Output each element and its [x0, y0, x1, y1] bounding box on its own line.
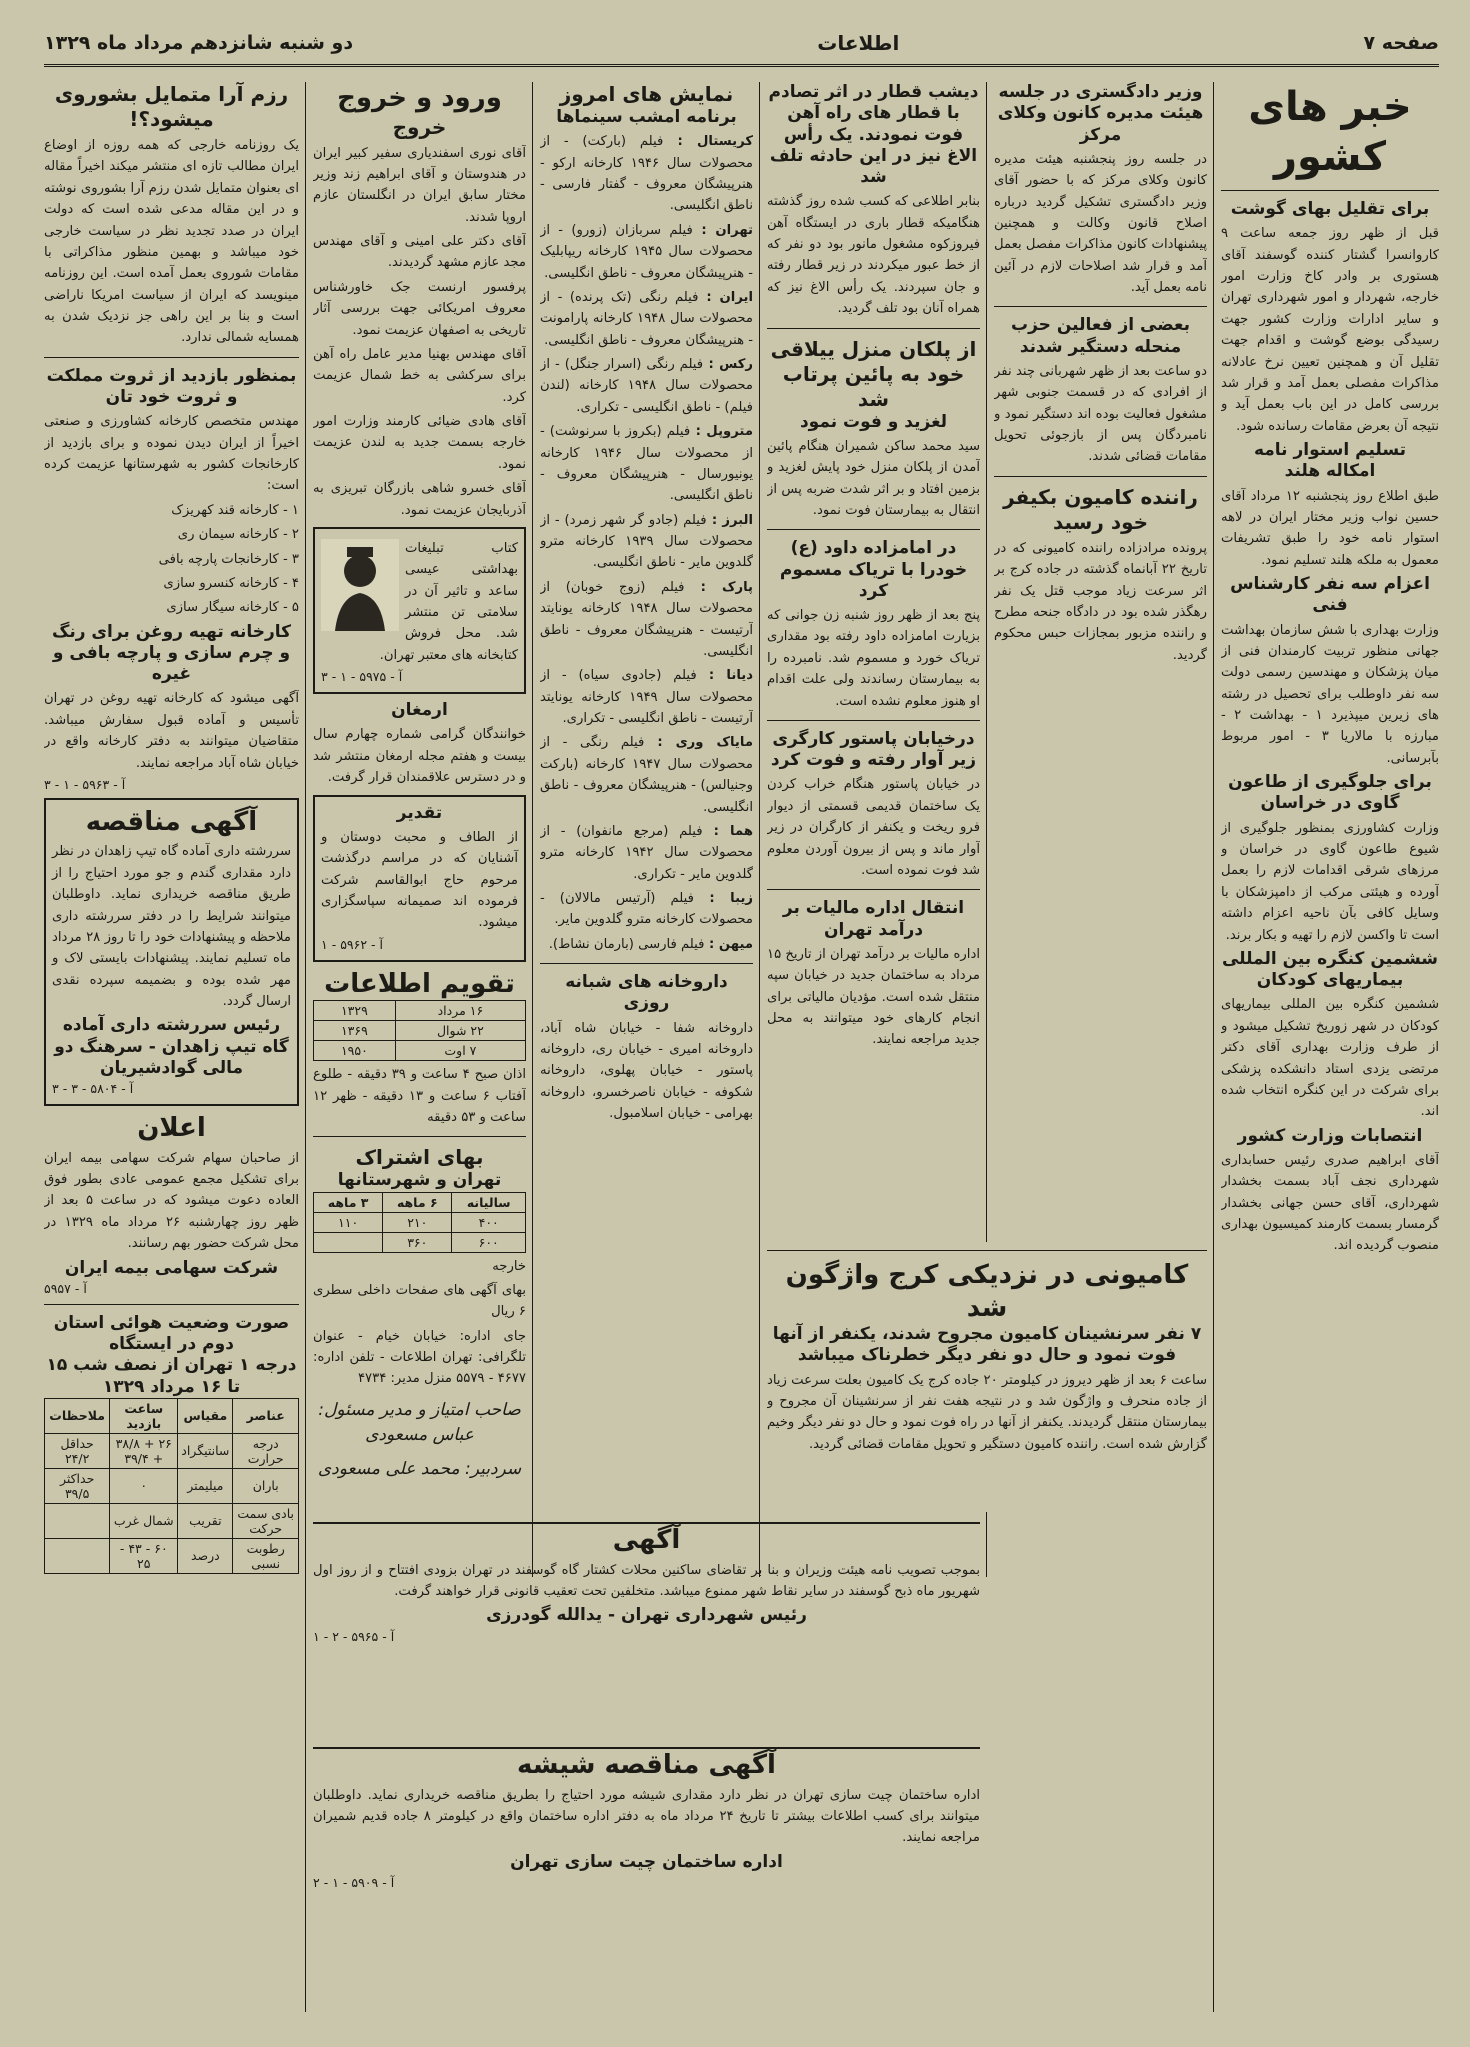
- weather-cell: بادی سمت حرکت: [233, 1503, 299, 1538]
- calendar-table: [313, 1000, 526, 1061]
- cinema-name: متروپل :: [690, 424, 753, 440]
- article-body: ساعت ۶ بعد از ظهر دیروز در کیلومتر ۲۰ جاده کرج یک کامیون بعلت سرعت زیاد از جاده منحرف و واژگون شد و در نتیجه هفت نفر از سرنشینان آن مجروح و بیمارستان منتقل گردیدند. یکنفر از آنها در راه فوت نمود و حال دو نفر دیگر وخیم گزارش شده است. راننده کامیون دستگیر و تحویل مقامات قضائی گردید.: [767, 1372, 1207, 1452]
- pharmacy-title: داروخانه های شبانه روزی: [565, 972, 728, 1014]
- cinema-desc: فیلم فارسی (بارمان نشاط).: [548, 936, 705, 952]
- cinema-desc: فیلم (زوج خوبان) از محصولات سال ۱۹۴۸ کارخانه یونایتد آرتیست - هنرپیشگان معروف - ناطق انگلیسی.: [540, 579, 753, 659]
- subscription-header: ۶ ماهه: [383, 1192, 452, 1212]
- weather-header: عناصر: [233, 1398, 299, 1433]
- cinema-item: [540, 665, 753, 729]
- list-item: ۵ - کارخانه سیگار سازی: [166, 600, 299, 616]
- subscription-cell: ۱۱۰: [314, 1212, 383, 1232]
- calendar-row: [314, 1041, 526, 1061]
- notice-title: آگهی: [612, 1525, 681, 1555]
- cinema-desc: فیلم (مرجع مانفوان) - از محصولات سال ۱۹۴۲ کارخانه مترو گلدوین مایر - تکراری.: [540, 823, 753, 882]
- article-body: ششمین کنگره بین المللی بیماریهای کودکان در شهر زوریخ تشکیل میشود و از طرف وزارت بهداری آقای دکتر مرتضی یزدی استاد دانشکده پزشکی برای شرکت در این کنگره انتخاب شده اند.: [1221, 997, 1439, 1120]
- article-body: وزارت بهداری با شش سازمان بهداشت جهانی منظور تربیت کارمندان فنی از میان پزشکان و مهندسین رسمی دولت سه نفر داوطلب برای تحصیل در رشته های زیرین میپذیرد ۱ - بهداشت ۲ - مبارزه با مالاریا ۳ - امور مربوط بآبرسانی.: [1221, 622, 1439, 766]
- cinema-item: [540, 934, 753, 955]
- cinema-item: [540, 821, 753, 885]
- article-title: از پلکان منزل ییلاقی خود به پائین پرتاب شد: [770, 336, 977, 411]
- tender-body: اداره ساختمان چیت سازی تهران در نظر دارد مقداری شیشه مورد احتیاج را بطریق مناقصه خریداری نماید. داوطلبان میتوانند برای کسب اطلاعات بیشتر تا تاریخ ۲۴ مرداد ماه به دفتر اداره ساختمان واقع در کیلومتر ۸ جاده قدیم شمیران مراجعه نمایند.: [313, 1787, 980, 1846]
- cinema-desc: فیلم سربازان (زورو) - از محصولات سال ۱۹۴۵ کارخانه ریپابلیک - هنرپیشگان معروف - ناطق انگلیسی.: [540, 222, 753, 281]
- cinema-desc: فیلم (جادوی سیاه) - از محصولات سال ۱۹۴۹ کارخانه یونایتد آرتیست - ناطق انگلیسی - تکراری.: [540, 668, 753, 726]
- news-item: آقای هادی ضیائی کارمند وزارت امور خارجه بسمت جدید به لندن عزیمت نمود.: [313, 414, 526, 472]
- news-item: آقای نوری اسفندیاری سفیر کبیر ایران در هندوستان و آقای ابراهیم زند وزیر مختار سابق ایران در انگلستان عازم اروپا شدند.: [313, 145, 526, 225]
- subscription-cell: ۲۱۰: [383, 1212, 452, 1232]
- pharmacy-body: داروخانه شفا - خیابان شاه آباد، داروخانه امیری - خیابان ری، داروخانه پاستور - خیابان پهلوی، داروخانه شکوفه - خیابان ناصرخسرو، داروخانه بهرامی - خیابان اسلامبول.: [540, 1020, 753, 1122]
- weather-row: [45, 1503, 299, 1538]
- paper-name: اطلاعات: [817, 31, 900, 55]
- article-body: اداره مالیات بر درآمد تهران از تاریخ ۱۵ مرداد به ساختمان جدید در خیابان سپه منتقل شده است. مؤدیان مالیاتی برای انجام کارهای خود میتوانند به محل جدید مراجعه نمایند.: [767, 946, 980, 1048]
- cinema-item: [540, 287, 753, 351]
- tender-signature: رئیس سررشته داری آماده گاه تیپ زاهدان - سرهنگ دو مالی گوادشیریان: [54, 1015, 289, 1078]
- cinema-item: [540, 354, 753, 418]
- column-rule: [305, 82, 306, 2012]
- weather-subtitle: درجه ۱ تهران از نصف شب ۱۵ تا ۱۶ مرداد ۱۳۲۹: [46, 1355, 297, 1397]
- tender-ref: آ - ۵۸۰۴ - ۳ - ۳: [52, 1081, 134, 1097]
- article-title: رزم آرا متمایل بشوروی میشود؟!: [54, 82, 289, 131]
- list-item: ۳ - کارخانجات پارچه بافی: [158, 551, 299, 567]
- calendar-value: ۱۹۵۰: [314, 1041, 396, 1061]
- column-domestic-news: [1221, 82, 1439, 2012]
- section-subtitle: خروج: [392, 114, 447, 139]
- article-title: انتصابات وزارت کشور: [1237, 1125, 1423, 1146]
- calendar-value: ۱۳۶۹: [314, 1021, 396, 1041]
- calendar-note: اذان صبح ۴ ساعت و ۳۹ دقیقه - طلوع آفتاب ۶ ساعت و ۱۳ دقیقه - ظهر ۱۲ ساعت و ۵۳ دقیقه: [313, 1067, 526, 1125]
- column-cinema: [540, 82, 753, 1577]
- announcement-ref: آ - ۵۹۵۷: [44, 1280, 87, 1296]
- page-header: [44, 22, 1439, 67]
- cinema-desc: فیلم رنگی (تک پرنده) - از محصولات سال ۱۹۴۸ کارخانه پارامونت - هنرپیشگان معروف - ناطق انگلیسی.: [540, 289, 753, 348]
- column-arrivals: [313, 82, 526, 1577]
- article-title: اعزام سه نفر کارشناس فنی: [1230, 574, 1430, 616]
- subscription-cell: ۴۰۰: [452, 1212, 526, 1232]
- weather-cell: درصد: [178, 1538, 233, 1573]
- cinema-item: [540, 510, 753, 574]
- list-item: ۱ - کارخانه قند کهریزک: [171, 502, 299, 518]
- subscription-subtitle: تهران و شهرستانها: [337, 1170, 502, 1191]
- subscription-cell: ۳۶۰: [383, 1232, 452, 1252]
- subscription-header: ۳ ماهه: [314, 1192, 383, 1212]
- accident-story: [767, 1242, 1207, 1512]
- tender-title: آگهی مناقصه شیشه: [517, 1750, 776, 1780]
- cinema-item: [540, 421, 753, 507]
- section-title: ورود و خروج: [337, 83, 502, 113]
- weather-cell: سانتیگراد: [178, 1433, 233, 1468]
- list-item: ۴ - کارخانه کنسرو سازی: [163, 575, 299, 591]
- newspaper-page: [44, 22, 1439, 2027]
- weather-row: [45, 1538, 299, 1573]
- article-title: برای تقلیل بهای گوشت: [1230, 199, 1430, 219]
- article-title: ارمغان: [391, 700, 448, 721]
- article-body: طبق اطلاع روز پنجشنبه ۱۲ مرداد آقای حسین نواب وزیر مختار ایران در لاهه استوار نامه خود را طبق تشریفات معمول به ملکه هلند تسلیم نمود.: [1221, 488, 1439, 568]
- cinema-name: کریستال :: [663, 134, 753, 150]
- article-title: دیشب قطار در اثر تصادم با قطار های راه آهن فوت نمودند. یک رأس الاغ نیز در این حادثه تلف شد: [768, 82, 979, 187]
- column-rule: [532, 82, 533, 1577]
- article-body: یک روزنامه خارجی که همه روزه از اوضاع ایران مطالب تازه ای منتشر میکند اخیراً مقاله ای بعنوان متمایل شدن رزم آرا بشوروی نوشته و در این مقاله مدعی شده است که دولت ایران در صدد تجدید نظر در سیاست خارجی خود میباشد و بهمین منظور مذاکراتی با مقامات شوروی بعمل آمده است. این روزنامه مینویسد که ایران از سیاست امریکا ناراضی است و بنا بر این راهی جز نزدیک شدن به همسایه شمالی ندارد.: [44, 138, 299, 346]
- cinema-desc: فیلم (جادو گر شهر زمرد) - از محصولات سال ۱۹۳۹ کارخانه مترو گلدوین مایر - ناطق انگلیسی.: [540, 512, 753, 571]
- column-rule: [1213, 82, 1214, 2012]
- editor-signature: سردبیر: محمد علی مسعودی: [317, 1458, 522, 1479]
- owner-signature: صاحب امتیاز و مدیر مسئول: عباس مسعودی: [318, 1399, 521, 1446]
- cinema-name: میهن :: [704, 936, 753, 952]
- ad-title: کارخانه تهیه روغن برای رنگ و چرم سازی و پارچه بافی و غیره: [51, 621, 292, 685]
- calendar-value: ۱۳۲۹: [314, 1001, 396, 1021]
- article-title: کامیونی در نزدیکی کرج واژگون شد: [785, 1260, 1189, 1323]
- tender-notice: [44, 798, 299, 1106]
- calendar-label: ۷ اوت: [395, 1041, 525, 1061]
- cinema-name: زیبا :: [693, 891, 753, 906]
- weather-header: ملاحظات: [45, 1398, 110, 1433]
- address: جای اداره: خیابان خیام - عنوان تلگرافی: تهران اطلاعات - تلفن اداره: ۴۶۷۷ - ۵۵۷۹ منزل مدیر: ۴۷۳۴: [313, 1328, 526, 1387]
- article-body: قبل از ظهر روز جمعه ساعت ۹ کاروانسرا گشتار کننده گوسفند آقای هستوری بر وادر کاخ وزارت امور خارجه، شهردار و امور شهرداری تهران و سایر ادارات وزارت کشور جهت رسیدگی بوضع گوشت و اقدام جهت تقلیل آن و همچنین تعیین نرخ عادلانه مذاکرات مفصلی بعمل آمد و قرار شد بررسی کامل در این باب بعمل آید و نتیجه آن بعرض مقامات رسانده شود.: [1221, 226, 1439, 434]
- article-title: تسلیم استوار نامه: [1253, 440, 1407, 460]
- article-body: دو ساعت بعد از ظهر شهربانی چند نفر از افرادی که در قسمت جنوبی شهر مشغول فعالیت بوده اند دستگیر نمود و نامبردگان پس از بازجوئی تحویل مقامات قضائی شدند.: [994, 363, 1207, 465]
- article-body: بنابر اطلاعی که کسب شده روز گذشته هنگامیکه قطار باری در ایستگاه آهن فیروزکوه مشغول مانور بود دو نفر که از خط عبور میکردند در زیر قطار رفته و جان سپردند. یک رأس الاغ نیز که همراه آنان بود تلف گردید.: [767, 194, 980, 317]
- weather-cell: تقریب: [178, 1503, 233, 1538]
- article-subtitle: امکاله هلند: [1284, 461, 1376, 482]
- cinema-name: رکس :: [703, 357, 753, 372]
- glass-tender-band: [313, 1747, 980, 2014]
- announcement-title: اعلان: [137, 1113, 206, 1144]
- cinema-name: البرز :: [706, 512, 753, 528]
- article-subtitle: لغزید و فوت نمود: [799, 411, 948, 432]
- announcement-body: از صاحبان سهام شرکت سهامی بیمه ایران برای تشکیل مجمع عمومی عادی بطور فوق العاده دعوت میشود که در ساعت ۵ بعد از ظهر روز چهارشنبه ۲۶ مرداد ماه ۱۳۲۹ در محل شرکت حضور بهم رسانند.: [44, 1150, 299, 1252]
- ad-body: آگهی میشود که کارخانه تهیه روغن در تهران تأسیس و آماده قبول سفارش میباشد. متقاضیان میتوانند به دفتر کارخانه واقع در خیابان شاه آباد مراجعه نمایند.: [44, 691, 299, 771]
- article-subtitle: ۷ نفر سرنشینان کامیون مجروح شدند، یکنفر از آنها فوت نمود و حال دو نفر دیگر خطرناک میباشد: [772, 1324, 1202, 1366]
- date-line: دو شنبه شانزدهم مرداد ماه ۱۳۲۹: [44, 32, 354, 54]
- article-title: بعضی از فعالین حزب منحله دستگیر شدند: [1011, 315, 1190, 357]
- calendar-title: تقویم اطلاعات: [324, 968, 515, 999]
- gratitude-notice: [313, 795, 526, 962]
- tender-signature: اداره ساختمان چیت سازی تهران: [510, 1851, 783, 1872]
- weather-title: صورت وضعیت هوائی استان دوم در ایستگاه: [53, 1312, 290, 1354]
- cinema-name: دیانا :: [696, 668, 753, 684]
- subscription-header: سالیانه: [452, 1192, 526, 1212]
- notice-ref: آ - ۵۹۶۲ - ۱: [321, 936, 383, 952]
- page-number: صفحه ۷: [1363, 32, 1439, 54]
- cinema-desc: فیلم رنگی (اسرار جنگل) - از محصولات سال ۱۹۴۸ کارخانه (لندن فیلم) - ناطق انگلیسی - تکراری.: [540, 357, 753, 415]
- weather-cell: درجه حرارت: [233, 1433, 299, 1468]
- notice-signature: رئیس شهرداری تهران - یدالله گودرزی: [486, 1605, 807, 1626]
- weather-row: [45, 1468, 299, 1503]
- weather-table: [44, 1398, 299, 1574]
- article-body: وزارت کشاورزی بمنظور جلوگیری از شیوع طاعون گاوی در خراسان و مرزهای شرقی اقدامات لازم را بعمل آورده و هیئتی مرکب از دامپزشکان با وسایل کافی بآن ناحیه اعزام داشته است تا واکسن لازم را تهیه و بکار برند.: [1221, 820, 1439, 943]
- cinema-name: هما :: [702, 823, 753, 839]
- table-row: [314, 1192, 526, 1212]
- calendar-row: [314, 1001, 526, 1021]
- subscription-note: بهای آگهی های صفحات داخلی سطری ۶ ریال: [313, 1282, 526, 1320]
- table-row: [45, 1398, 299, 1433]
- cinema-item: [540, 577, 753, 663]
- weather-cell: [45, 1538, 110, 1573]
- ad-ref: آ - ۵۹۷۵ - ۱ - ۳: [321, 669, 403, 685]
- article-title: راننده کامیون بکیفر خود رسید: [1003, 484, 1198, 534]
- cinema-name: تهران :: [692, 222, 753, 238]
- cinema-item: [540, 131, 753, 217]
- subscription-title: بهای اشتراک: [355, 1145, 484, 1170]
- announcement-signature: شرکت سهامی بیمه ایران: [64, 1257, 279, 1278]
- column-news-3: [767, 82, 980, 1232]
- portrait-illustration: [321, 539, 399, 631]
- subscription-foreign: خارجه: [492, 1258, 526, 1274]
- cinema-item: [540, 888, 753, 931]
- tender-ref: آ - ۵۹۰۹ - ۱ - ۲: [313, 1874, 395, 1890]
- article-title: درخیابان پاستور کارگری زیر آوار رفته و فوت کرد: [770, 728, 977, 771]
- article-title: ششمین کنگره بین المللی بیماریهای کودکان: [1221, 948, 1439, 991]
- subscription-cell: [314, 1232, 383, 1252]
- article-body: سید محمد ساکن شمیران هنگام پائین آمدن از پلکان منزل خود پایش لغزید و بزمین افتاد و بر اثر شدت ضربه پس از انتقال به بیمارستان فوت نمود.: [767, 438, 980, 518]
- article-body: پرونده مرادزاده راننده کامیونی که در تاریخ ۲۲ آبانماه گذشته در جاده کرج بر اثر سرعت زیاد موجب قتل یک نفر رهگذر شده بود در دادگاه جنحه مطرح و راننده مزبور بمجازات حبس محکوم گردید.: [994, 540, 1207, 663]
- cinema-item: [540, 732, 753, 818]
- article-body: پنج بعد از ظهر روز شنبه زن جوانی که بزیارت امامزاده داود رفته بود مقداری تریاک خورد و مسموم شد. نامبرده را به بیمارستان رساندند ولی علت اقدام او هنوز معلوم نشده است.: [767, 608, 980, 709]
- notice-ref: آ - ۵۹۶۵ - ۲ - ۱: [313, 1628, 395, 1644]
- cinema-name: پارک :: [684, 579, 753, 595]
- article-body: در خیابان پاستور هنگام خراب کردن یک ساختمان قدیمی قسمتی از دیوار فرو ریخت و یکنفر از کارگران در زیر آوار ماند و پس از بیرون آوردن معلوم شد فوت نموده است.: [767, 777, 980, 878]
- article-title: وزیر دادگستری در جلسه هیئت مدیره کانون وکلای مرکز: [997, 82, 1204, 145]
- cinema-desc: فیلم رنگی - از محصولات سال ۱۹۴۷ کارخانه (بارکت وجنیالس) - هنرپیشگان معروف - ناطق انگلیسی.: [540, 735, 753, 815]
- notice-body: از الطاف و محبت دوستان و آشنایان که در مراسم درگذشت مرحوم حاج ابوالقاسم شرکت فرموده اند صمیمانه سپاسگزاری میشود.: [321, 829, 518, 931]
- ad-ref: آ - ۵۹۶۳ - ۱ - ۳: [44, 776, 126, 792]
- news-item: پرفسور ارنست جک خاورشناس معروف امریکائی جهت بررسی آثار تاریخی به اصفهان عزیمت نمود.: [313, 279, 526, 338]
- subscription-table: [313, 1192, 526, 1253]
- cinema-name: ایران :: [698, 289, 753, 305]
- weather-row: [45, 1433, 299, 1468]
- weather-cell: ۰: [110, 1468, 178, 1503]
- cinema-desc: فیلم (بارکت) - از محصولات سال ۱۹۴۶ کارخانه ارکو - هنرپیشگان معروف - گفتار فارسی - ناطق انگلیسی.: [540, 134, 753, 214]
- ad-body: کتاب تبلیغات بهداشتی عیسی ساعد و تاثیر آن در سلامتی تن منتشر شد. محل فروش کتابخانه های معتبر تهران.: [379, 540, 518, 663]
- weather-cell: باران: [233, 1468, 299, 1503]
- table-row: [314, 1232, 526, 1252]
- column-rule: [759, 82, 760, 1577]
- weather-cell: [45, 1503, 110, 1538]
- section-title: خبر های کشور: [1248, 84, 1412, 180]
- article-body: خوانندگان گرامی شماره چهارم سال بیست و هفتم مجله ارمغان منتشر شد و در دسترس علاقمندان قرار گرفت.: [313, 727, 526, 786]
- notice-body: بموجب تصویب نامه هیئت وزیران و بنا بر تقاضای ساکنین محلات کشتار گاه گوسفند در تهران بزودی افتتاح و از روز اول شهریور ماه ذبح گوسفند در سایر نقاط شهر ممنوع میباشد. متخلفین تحت تعقیب قانونی قرار خواهند گرفت.: [313, 1562, 980, 1599]
- calendar-label: ۱۶ مرداد: [395, 1001, 525, 1021]
- news-item: آقای دکتر علی امینی و آقای مهندس مجد عازم مشهد گردیدند.: [313, 234, 526, 271]
- weather-header: ساعت بازدید: [110, 1398, 178, 1433]
- cinema-item: [540, 220, 753, 284]
- cinema-name: مایاک وری :: [644, 735, 753, 751]
- weather-cell: ۲۶ + ۳۸/۸ + ۳۹/۴: [110, 1433, 178, 1468]
- article-title: در امامزاده داود (ع) خودرا با تریاک مسموم کرد: [779, 538, 968, 601]
- article-body: آقای ابراهیم صدری رئیس حسابداری شهرداری نجف آباد بسمت بخشدار شهرداری، آقای حسن جهانی بخشدار گرمسار بسمت کارمند کمیسیون بهداری منصوب گردیده اند.: [1221, 1152, 1439, 1254]
- weather-header: مقیاس: [178, 1398, 233, 1433]
- article-title: انتقال اداره مالیات بر درآمد تهران: [782, 898, 965, 940]
- article-body: در جلسه روز پنجشنبه هیئت مدیره کانون وکلای مرکز که با حضور آقای وزیر دادگستری تشکیل گردید درباره اصلاح قانون وکالت و همچنین پیشنهادات کانون مذاکرات مفصل بعمل آمد و قرار شد اصلاحات لازم در آئین نامه بعمل آید.: [994, 151, 1207, 295]
- column-left: [44, 82, 299, 2012]
- book-ad: [313, 527, 526, 694]
- news-item: آقای مهندس بهنیا مدیر عامل راه آهن برای سرکشی به خط شمال عزیمت کرد.: [313, 346, 526, 405]
- article-body: مهندس متخصص کارخانه کشاورزی و صنعتی اخیراً از ایران دیدن نموده و برای بازدید از کارخانجات کشور به شهرستانها عزیمت کرده است:: [44, 414, 299, 494]
- article-title: برای جلوگیری از طاعون گاوی در خراسان: [1228, 772, 1432, 814]
- weather-cell: رطوبت نسبی: [233, 1538, 299, 1573]
- article-title: بمنظور بازدید از ثروت مملکت و ثروت خود تان: [46, 365, 297, 407]
- section-title: نمایش های امروز: [559, 82, 734, 106]
- weather-cell: میلیمتر: [178, 1468, 233, 1503]
- cinema-desc: فیلم (آرتیس مالالان) - محصولات کارخانه مترو گلدوین مایر.: [540, 891, 753, 928]
- factory-list: [44, 500, 299, 619]
- tender-body: سررشته داری آماده گاه تیپ زاهدان در نظر دارد مقداری گندم و جو مورد احتیاج را از طریق مناقصه خریداری نماید. داوطلبان میتوانند شرایط را در دفتر سررشته داری ملاحظه و پیشنهادات خود را تا روز ۲۸ مرداد ماه تسلیم نمایند. پیشنهادات بایستی لاک و مهر شده بوده و بضمیمه سپرده نقدی ارسال گردد.: [52, 844, 291, 1009]
- notice-band: [313, 1522, 980, 1739]
- list-item: ۲ - کارخانه سیمان ری: [177, 527, 299, 543]
- calendar-row: [314, 1021, 526, 1041]
- tender-title: آگهی مناقصه: [85, 806, 258, 837]
- calendar-label: ۲۲ شوال: [395, 1021, 525, 1041]
- weather-cell: حداقل ۲۴/۲: [45, 1433, 110, 1468]
- table-row: [314, 1212, 526, 1232]
- weather-cell: ۶۰ - ۴۳ - ۲۵: [110, 1538, 178, 1573]
- cinema-list: [540, 131, 753, 955]
- notice-title: تقدیر: [396, 802, 443, 823]
- cinema-desc: فیلم (بکروز با سرنوشت) - از محصولات سال ۱۹۴۶ کارخانه یونیورسال - هنرپیشگان معروف - ناطق انگلیسی.: [540, 424, 753, 504]
- program-title: برنامه امشب سینماها: [556, 107, 737, 127]
- news-item: آقای خسرو شاهی بازرگان تبریزی به آذربایجان عزیمت نمود.: [313, 481, 526, 518]
- weather-cell: حداکثر ۳۹/۵: [45, 1468, 110, 1503]
- weather-cell: شمال غرب: [110, 1503, 178, 1538]
- subscription-cell: ۶۰۰: [452, 1232, 526, 1252]
